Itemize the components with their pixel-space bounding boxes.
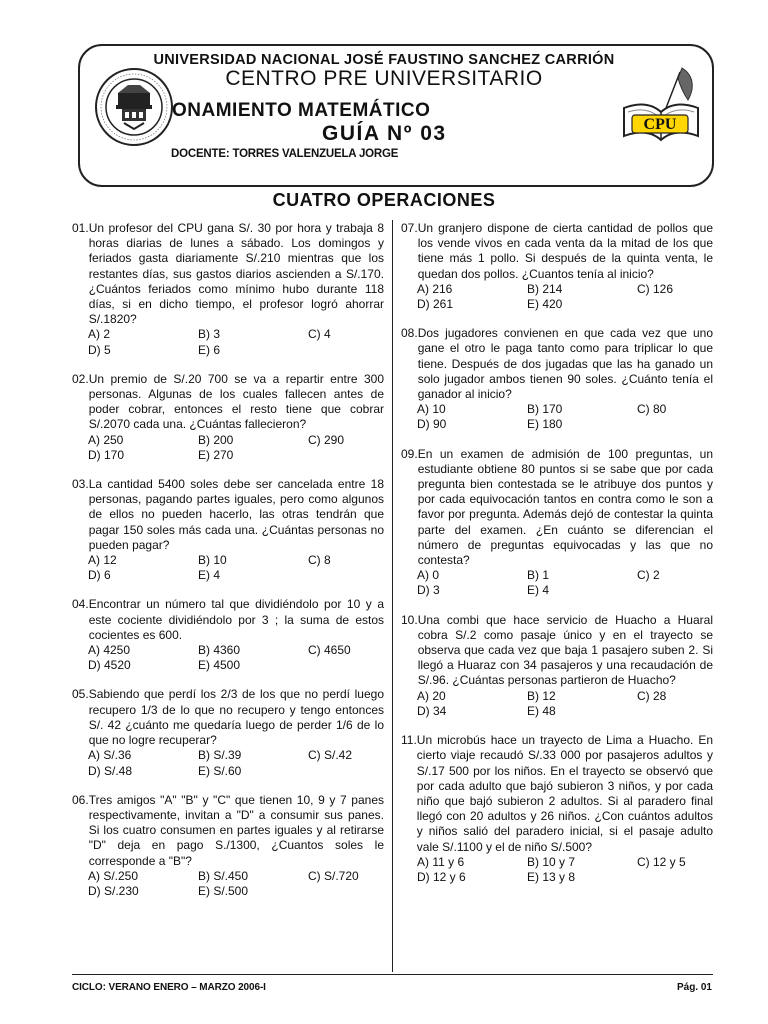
answer-option: A) 11 y 6: [417, 854, 465, 869]
problem-number: 06.: [72, 792, 89, 807]
problem-item: [72, 221, 384, 358]
course-name: ONAMIENTO MATEMÁTICO: [172, 100, 431, 121]
answer-option: E) 420: [527, 297, 563, 312]
answer-options: [72, 748, 384, 778]
answer-option: C) 80: [637, 402, 667, 417]
answer-option: D) S/.48: [88, 763, 133, 778]
answer-option: B) 4360: [198, 643, 241, 658]
answer-option: D) 3: [417, 583, 440, 598]
problem-number: 03.: [72, 477, 89, 492]
guide-number: GUÍA Nº 03: [322, 122, 447, 145]
problem-text: Un profesor del CPU gana S/. 30 por hora y trabaja 8 horas diarias de lunes a sábado. Los domingos y feriados gasta diariamente S/.210 mientras que los restantes días, sus gastos diarios ascienden a S/.170. ¿Cuántos feriados como mínimo hubo durante 118 días, si en dicho tiempo, el profesor logró ahorrar S/.1820?: [88, 221, 384, 327]
problem-statement: [72, 597, 384, 643]
problem-number: 01.: [72, 221, 89, 235]
answer-option: B) 10: [198, 553, 227, 568]
right-column: [401, 221, 713, 899]
problem-text: Un microbús hace un trayecto de Lima a Huacho. En cierto viaje recaudó S/.33 000 por pasajeros adultos y S/.17 500 por los niños. En el trayecto se observó que por cada adulto que bajó subieron 3 niños, y por cada niño que bajó subieron 2 adultos. Si al paradero final llegó con 20 adultos y 26 niños. ¿Con cuántos adultos y niños salió del paradero inicial, si el pasaje adulto vale S/.1100 y el de niño S/.500?: [416, 733, 713, 854]
answer-option: D) 6: [88, 568, 111, 583]
problem-number: 11.: [401, 733, 417, 748]
center-name: CENTRO PRE UNIVERSITARIO: [225, 67, 543, 90]
answer-options: [401, 402, 713, 432]
answer-options: [401, 282, 713, 312]
teacher-name: DOCENTE: TORRES VALENZUELA JORGE: [171, 148, 399, 160]
answer-option: B) 3: [198, 327, 221, 342]
answer-options: [401, 689, 713, 719]
problem-statement: [401, 447, 713, 569]
answer-option: A) 216: [417, 281, 453, 296]
answer-option: C) 12 y 5: [637, 854, 686, 869]
problem-text: Tres amigos "A" "B" y "C" que tienen 10, 9 y 7 panes respectivamente, invitan a "D" a consumir sus panes. Si los cuatro consumen en partes iguales y al retirarse "D" deja en pago S./1300, ¿Cuantos soles le corresponde a "B"?: [88, 792, 384, 868]
university-name: UNIVERSIDAD NACIONAL JOSÉ FAUSTINO SANCHEZ CARRIÓN: [153, 52, 615, 68]
answer-option: E) 4500: [198, 658, 241, 673]
answer-option: E) 180: [527, 417, 563, 432]
answer-options: [72, 553, 384, 583]
problem-text: Un granjero dispone de cierta cantidad de pollos que los vende vivos en cada venta da la mitad de los que tiene más 1 pollo. Si después de la quinta venta, le quedan dos pollos. ¿Cuantos tenía al inicio?: [417, 221, 713, 281]
problem-number: 04.: [72, 597, 89, 612]
answer-option: B) 10 y 7: [527, 854, 576, 869]
problem-text: Un premio de S/.20 700 se va a repartir entre 300 personas. Algunas de los cuales fallecen antes de poder cobrar, entonces el resto tiene que cobrar S/.2070 cada una. ¿Cuántas fallecieron?: [88, 371, 384, 432]
problem-statement: [401, 221, 713, 282]
problem-item: [401, 613, 713, 719]
problem-number: 10.: [401, 612, 418, 627]
answer-option: D) 34: [417, 703, 447, 718]
answer-options: [72, 869, 384, 899]
problem-item: [72, 597, 384, 673]
answer-option: C) 8: [308, 553, 331, 568]
problem-item: [72, 687, 384, 778]
answer-option: A) 2: [88, 327, 111, 342]
answer-option: D) 261: [417, 297, 454, 312]
problem-item: [72, 477, 384, 583]
answer-option: C) 290: [308, 432, 345, 447]
problem-number: 08.: [401, 326, 418, 341]
answer-option: A) 10: [417, 402, 446, 417]
answer-options: [72, 433, 384, 463]
problem-text: La cantidad 5400 soles debe ser cancelada entre 18 personas, pagando partes iguales, pero como algunos de ellos no pueden hacerlo, las otras tendrán que pagar 150 soles más cada una. ¿Cuántas personas no pueden pagar?: [88, 477, 384, 552]
answer-option: A) 12: [88, 553, 117, 568]
answer-option: D) 5: [88, 342, 111, 357]
problem-item: [401, 733, 713, 885]
answer-option: A) 0: [417, 568, 440, 583]
logo-text: CPU: [643, 116, 677, 133]
page-title: CUATRO OPERACIONES: [272, 190, 496, 210]
problem-text: Sabiendo que perdí los 2/3 de los que no perdí luego recupero 1/3 de lo que no recupero y tengo entonces S/. 42 ¿cuánto me quedaría luego de perder 1/6 de lo que no logre recuperar?: [88, 687, 384, 748]
answer-option: D) 90: [417, 417, 447, 432]
answer-option: A) 20: [417, 688, 446, 703]
answer-option: B) S/.450: [198, 868, 249, 883]
answer-option: E) 6: [198, 342, 221, 357]
answer-options: [72, 327, 384, 357]
answer-options: [401, 855, 713, 885]
problem-statement: [401, 613, 713, 689]
answer-option: E) 13 y 8: [527, 869, 576, 884]
problem-number: 07.: [401, 221, 418, 235]
answer-option: D) S/.230: [88, 883, 139, 898]
problem-item: [401, 447, 713, 599]
answer-option: B) 214: [527, 281, 563, 296]
answer-option: A) S/.36: [88, 748, 132, 763]
problem-text: En un examen de admisión de 100 preguntas, un estudiante obtiene 80 puntos si se sabe que por cada pregunta bien contestada se le atribuye dos puntos y por cada equivocación tantos en contra como le son a favor por pregunta. Además dejó de contestar la quinta parte del examen. ¿En cuánto se diferencian el número de preguntas equivocadas y las que no contesta?: [417, 446, 713, 568]
answer-option: E) 4: [527, 583, 550, 598]
answer-option: C) S/.42: [308, 748, 353, 763]
problem-number: 02.: [72, 371, 89, 386]
answer-option: E) 48: [527, 703, 556, 718]
answer-option: C) 4: [308, 327, 331, 342]
answer-option: A) 4250: [88, 643, 131, 658]
answer-option: C) 2: [637, 568, 660, 583]
answer-option: C) 4650: [308, 643, 351, 658]
problem-item: [401, 221, 713, 312]
answer-option: B) 170: [527, 402, 563, 417]
answer-option: A) S/.250: [88, 868, 139, 883]
answer-option: B) 200: [198, 432, 234, 447]
problem-statement: [401, 733, 713, 855]
problem-text: Una combi que hace servicio de Huacho a Huaral cobra S/.2 como pasaje único y en el trayecto se observa que cada vez que baja 1 pasajero suben 2. Si llegó a Huaraz con 34 pasajeros y una recaudación de S/.96. ¿Cuántas personas partieron de Huacho?: [417, 612, 713, 688]
answer-option: D) 12 y 6: [417, 869, 466, 884]
problem-text: Encontrar un número tal que dividiéndolo por 10 y a este cociente dividiéndolo por 3 ; la suma de estos cocientes es 600.: [88, 597, 384, 642]
problem-item: [72, 372, 384, 463]
answer-option: D) 170: [88, 447, 125, 462]
answer-options: [72, 643, 384, 673]
answer-option: E) S/.500: [198, 883, 249, 898]
answer-option: B) 1: [527, 568, 550, 583]
footer-divider: [72, 974, 713, 975]
problem-statement: [72, 793, 384, 869]
problem-item: [401, 326, 713, 432]
problem-statement: [72, 477, 384, 553]
problem-statement: [72, 687, 384, 748]
answer-option: E) 4: [198, 568, 221, 583]
answer-option: B) S/.39: [198, 748, 242, 763]
answer-option: B) 12: [527, 688, 556, 703]
cpu-book-logo-icon: [618, 64, 704, 150]
problem-item: [72, 793, 384, 899]
column-divider: [392, 220, 393, 972]
problem-number: 09.: [401, 446, 418, 461]
problem-number: 05.: [72, 687, 89, 702]
footer-cycle: CICLO: VERANO ENERO – MARZO 2006-I: [72, 982, 266, 993]
answer-option: E) S/.60: [198, 763, 242, 778]
answer-options: [401, 568, 713, 598]
problem-statement: [72, 221, 384, 327]
problem-statement: [72, 372, 384, 433]
answer-option: E) 270: [198, 447, 234, 462]
problem-statement: [401, 326, 713, 402]
answer-option: C) S/.720: [308, 868, 359, 883]
left-column: [72, 221, 384, 913]
answer-option: C) 28: [637, 688, 667, 703]
problem-text: Dos jugadores convienen en que cada vez que uno gane el otro le paga tanto como para triplicar lo que tiene. Después de dos jugadas que las ha ganado un solo jugador ambos tienen 90 soles. ¿Cuánto tenía el ganador al inicio?: [417, 326, 713, 402]
answer-option: A) 250: [88, 432, 124, 447]
page-number: Pág. 01: [676, 982, 712, 993]
answer-option: C) 126: [637, 281, 674, 296]
answer-option: D) 4520: [88, 658, 131, 673]
